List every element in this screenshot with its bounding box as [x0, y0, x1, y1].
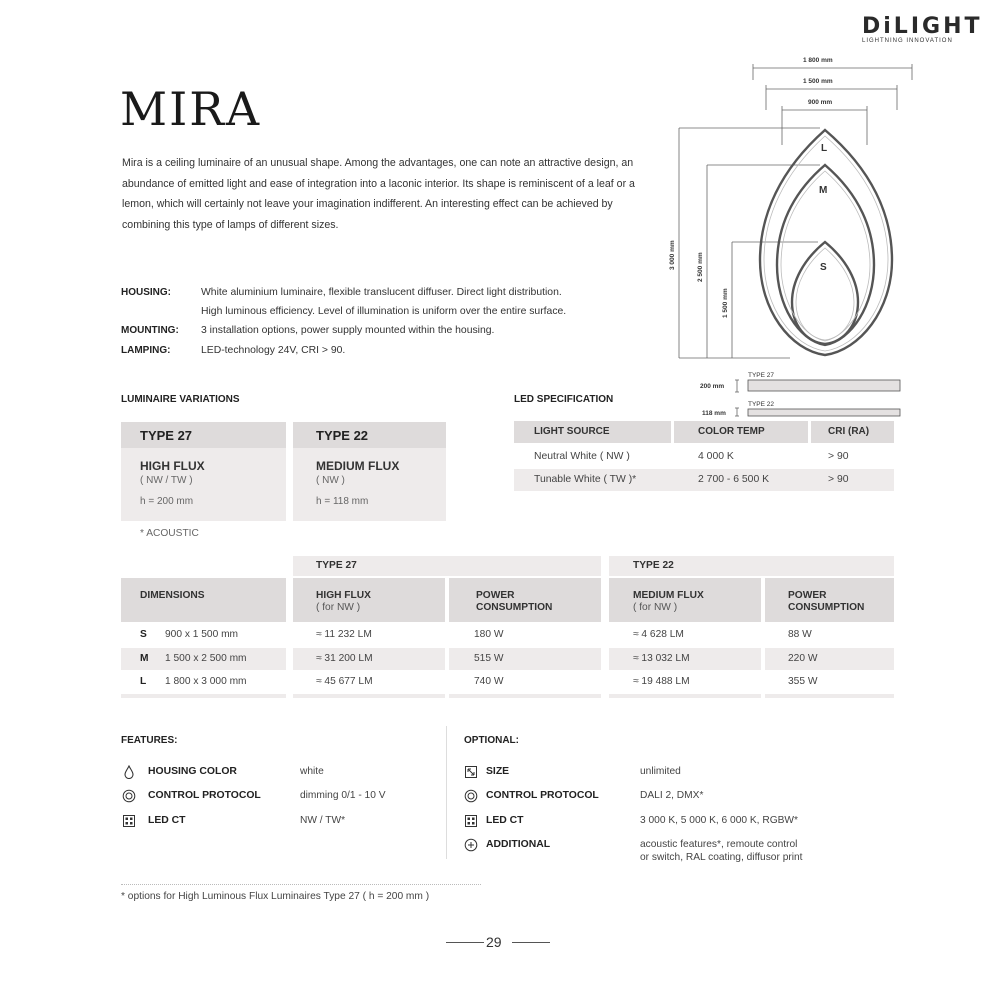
logo-text: DiLIGHT	[862, 14, 983, 39]
feature-value: dimming 0/1 - 10 V	[300, 790, 386, 801]
control-icon	[464, 789, 478, 803]
row-w22: 220 W	[788, 653, 818, 664]
power22-col-header	[765, 578, 894, 622]
row-lm27: ≈ 31 200 LM	[316, 653, 373, 664]
feature-value: NW / TW*	[300, 815, 346, 826]
profile27-height: 200 mm	[700, 383, 725, 390]
dim-header-label: DIMENSIONS	[140, 590, 205, 601]
flux22-header-sub: ( for NW )	[633, 602, 678, 613]
feature-value: white	[300, 766, 324, 777]
brand-logo	[862, 14, 983, 50]
led-source: Tunable White ( TW )*	[534, 474, 637, 485]
dim-width-l: 1 800 mm	[803, 57, 833, 64]
row-dim: 1 800 x 3 000 mm	[165, 676, 247, 687]
profile-type22	[748, 409, 900, 416]
feature-label: CONTROL PROTOCOL	[148, 790, 261, 801]
spec-housing-line1: White aluminium luminaire, flexible translucent diffuser. Direct light distribution.	[201, 287, 562, 298]
led-cri: > 90	[828, 451, 849, 462]
profile22-height: 118 mm	[702, 410, 726, 417]
type22-ct: ( NW )	[316, 475, 345, 486]
leaf-s-outline	[792, 242, 858, 344]
optional-value-cont: or switch, RAL coating, diffusor print	[640, 852, 803, 863]
row-w27: 515 W	[474, 653, 504, 664]
spec-mounting-text: 3 installation options, power supply mounted within the housing.	[201, 325, 495, 336]
led-heading: LED SPECIFICATION	[514, 394, 614, 405]
group-type27	[293, 556, 601, 576]
led-ct-icon	[122, 814, 136, 828]
spec-mounting-label: MOUNTING:	[121, 325, 179, 336]
type22-name: TYPE 22	[293, 422, 446, 448]
optional-label: LED CT	[486, 815, 524, 826]
flux22-header: MEDIUM FLUX	[633, 590, 704, 601]
led-row	[514, 469, 894, 491]
dim-col-header	[121, 578, 286, 622]
profile27-label: TYPE 27	[748, 372, 775, 379]
led-table-header	[514, 421, 894, 443]
led-cri: > 90	[828, 474, 849, 485]
optional-value: acoustic features*, remoute control	[640, 839, 798, 850]
row-lm22: ≈ 19 488 LM	[633, 676, 690, 687]
acoustic-note: * ACOUSTIC	[140, 528, 199, 539]
power27-header-2: CONSUMPTION	[476, 602, 553, 613]
power27-col-header	[449, 578, 601, 622]
page-number: 29	[486, 934, 502, 950]
flux22-col-header	[609, 578, 761, 622]
control-icon	[122, 789, 136, 803]
dim-width-m: 1 500 mm	[803, 78, 833, 85]
variation-card-type27	[121, 422, 286, 521]
dim-width-s: 900 mm	[808, 99, 833, 106]
optional-label: CONTROL PROTOCOL	[486, 790, 599, 801]
flux27-header-sub: ( for NW )	[316, 602, 361, 613]
power27-header: POWER	[476, 590, 515, 601]
luminaire-drawing	[640, 50, 930, 420]
row-dim: 1 500 x 2 500 mm	[165, 653, 247, 664]
group-type27-label: TYPE 27	[316, 560, 357, 571]
group-type22-label: TYPE 22	[633, 560, 674, 571]
led-ct-icon	[464, 814, 478, 828]
spec-lamping-text: LED-technology 24V, CRI > 90.	[201, 345, 346, 356]
size-m-label: M	[819, 185, 828, 196]
row-lm27: ≈ 45 677 LM	[316, 676, 373, 687]
led-temp: 2 700 - 6 500 K	[698, 474, 770, 485]
led-row	[514, 446, 894, 468]
row-dim: 900 x 1 500 mm	[165, 629, 239, 640]
row-lm22: ≈ 13 032 LM	[633, 653, 690, 664]
spec-housing-line2: High luminous efficiency. Level of illumination is uniform over the entire surface.	[201, 306, 567, 317]
row-w27: 740 W	[474, 676, 504, 687]
row-w27: 180 W	[474, 629, 504, 640]
spec-housing-label: HOUSING:	[121, 287, 171, 298]
row-size: S	[140, 629, 147, 640]
flux27-header: HIGH FLUX	[316, 590, 371, 601]
size-s-label: S	[820, 262, 827, 273]
plus-icon	[464, 838, 478, 852]
row-w22: 355 W	[788, 676, 818, 687]
group-type22	[609, 556, 894, 576]
row-lm27: ≈ 11 232 LM	[316, 629, 372, 640]
type22-flux: MEDIUM FLUX	[316, 459, 400, 473]
led-col-temp: COLOR TEMP	[698, 426, 765, 437]
optional-label: SIZE	[486, 766, 510, 777]
led-source: Neutral White ( NW )	[534, 451, 630, 462]
variations-heading: LUMINAIRE VARIATIONS	[121, 394, 240, 405]
flux27-col-header	[293, 578, 445, 622]
footnote: * options for High Luminous Flux Luminaires Type 27 ( h = 200 mm )	[121, 891, 430, 902]
led-col-source: LIGHT SOURCE	[534, 426, 610, 437]
power22-header: POWER	[788, 590, 827, 601]
row-w22: 88 W	[788, 629, 812, 640]
dim-height-s: 1 500 mm	[722, 288, 729, 318]
profile22-label: TYPE 22	[748, 401, 775, 408]
type22-height: h = 118 mm	[316, 496, 369, 507]
intro-paragraph: Mira is a ceiling luminaire of an unusual shape. Among the advantages, one can note an attractive design, an abundance of emitted light and ease of integration into a laconic interior. Its shape is reminiscent of a leaf or a lemon, which will certainly not leave your imagination indifferent. An interesting effect can be achieved by combining this type of lamps of different sizes.	[122, 157, 635, 231]
table-row	[121, 624, 894, 647]
type27-ct: ( NW / TW )	[140, 475, 193, 486]
optional-value: unlimited	[640, 766, 681, 777]
drop-icon	[122, 765, 136, 779]
size-icon	[464, 765, 478, 779]
table-row	[121, 671, 894, 694]
type27-height: h = 200 mm	[140, 496, 194, 507]
features-heading: FEATURES:	[121, 735, 178, 746]
variation-card-type22	[293, 422, 446, 521]
logo-tagline: LIGHTNING INNOVATION	[862, 38, 953, 44]
optional-value: DALI 2, DMX*	[640, 790, 704, 801]
type27-flux: HIGH FLUX	[140, 459, 205, 473]
page-title: MIRA	[120, 82, 262, 136]
power22-header-2: CONSUMPTION	[788, 602, 865, 613]
optional-value: 3 000 K, 5 000 K, 6 000 K, RGBW*	[640, 815, 798, 826]
size-l-label: L	[821, 143, 828, 154]
optional-heading: OPTIONAL:	[464, 735, 519, 746]
optional-label: ADDITIONAL	[486, 839, 551, 850]
led-col-cri: CRI (RA)	[828, 426, 870, 437]
spec-lamping-label: LAMPING:	[121, 345, 171, 356]
table-row	[121, 648, 894, 670]
row-size: M	[140, 653, 149, 664]
feature-label: HOUSING COLOR	[148, 766, 237, 777]
led-temp: 4 000 K	[698, 451, 734, 462]
type27-name: TYPE 27	[121, 422, 286, 448]
row-lm22: ≈ 4 628 LM	[633, 629, 684, 640]
row-size: L	[140, 676, 147, 687]
dim-height-l: 3 000 mm	[669, 240, 676, 270]
feature-label: LED CT	[148, 815, 186, 826]
dim-height-m: 2 500 mm	[697, 252, 704, 282]
profile-type27	[748, 380, 900, 391]
